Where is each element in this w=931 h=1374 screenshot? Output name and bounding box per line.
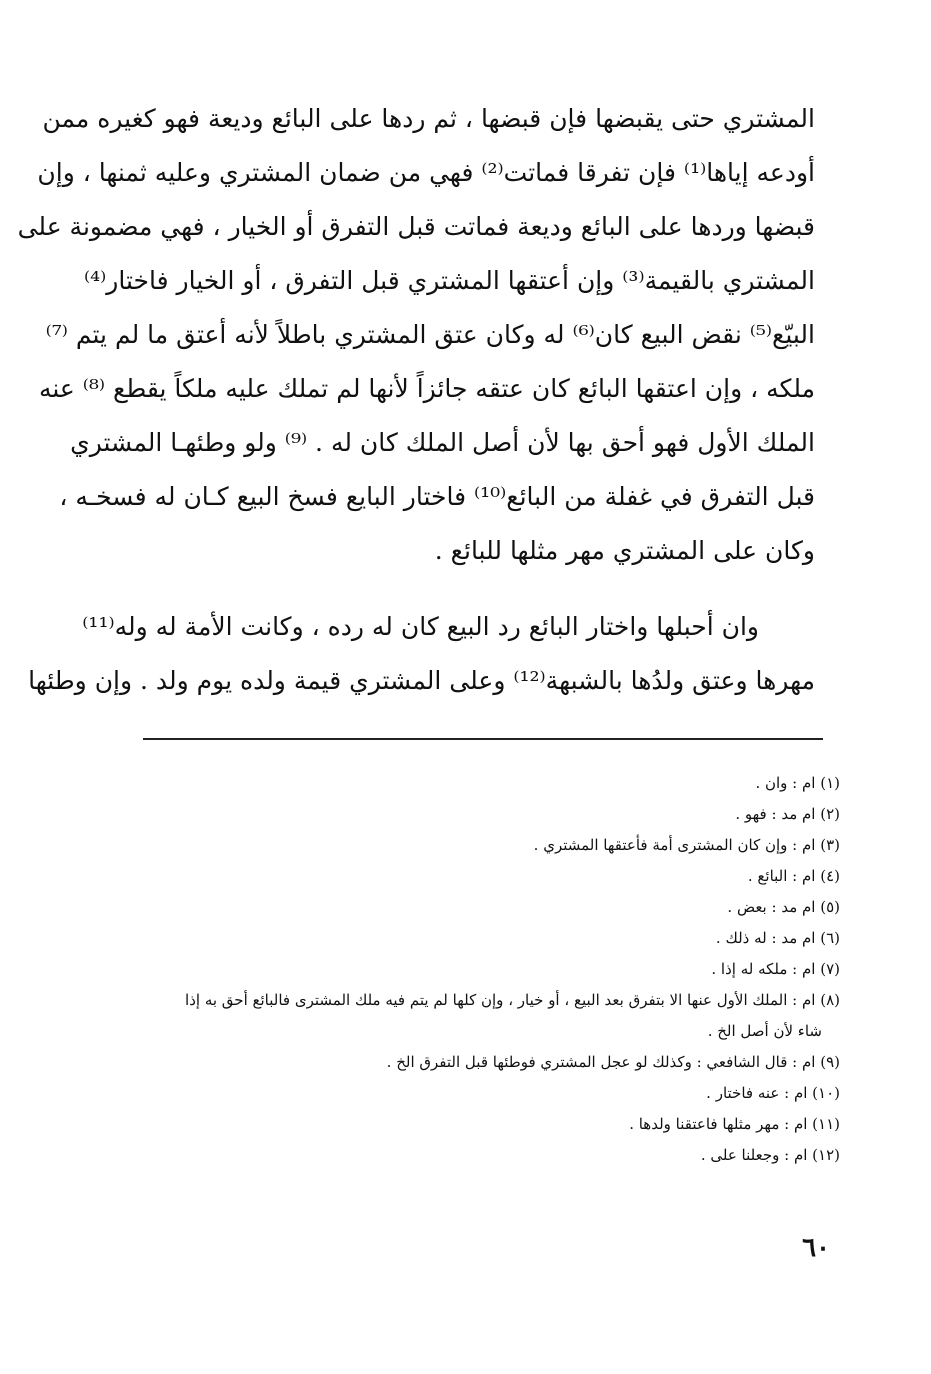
footnote: (١٢) ام : وجعلنا على .: [700, 1146, 840, 1164]
text-line: قبل التفرق في غفلة من البائع⁽¹⁰⁾ فاختار البايع فسخ البيع كـان له فسخـه ،: [59, 482, 815, 511]
footnote: (٧) ام : ملكه له إذا .: [711, 960, 840, 978]
text-line: المشتري بالقيمة⁽³⁾ وإن أعتقها المشتري قبل التفرق ، أو الخيار فاختار⁽⁴⁾: [83, 266, 815, 295]
main-text: [17, 92, 815, 708]
footnote: (١١) ام : مهر مثلها فاعتقنا ولدها .: [629, 1115, 840, 1133]
footnote-continuation: شاء لأن أصل الخ .: [707, 1022, 822, 1040]
footnote-separator: [143, 738, 823, 740]
footnote: (٥) ام مد : بعض .: [727, 898, 840, 916]
text-line: الملك الأول فهو أحق بها لأن أصل الملك كان له . ⁽⁹⁾ ولو وطئهـا المشتري: [70, 428, 815, 457]
text-line: قبضها وردها على البائع وديعة فماتت قبل التفرق أو الخيار ، فهي مضمونة على: [17, 212, 815, 241]
paragraph-gap: [135, 578, 815, 600]
text-line: ملكه ، وإن اعتقها البائع كان عتقه جائزاً لأنها لم تملك عليه ملكاً يقطع ⁽⁸⁾ عنه: [38, 374, 815, 403]
footnote: (٦) ام مد : له ذلك .: [715, 929, 840, 947]
text-line: وان أحبلها واختار البائع رد البيع كان له رده ، وكانت الأمة له وله⁽¹¹⁾: [82, 612, 759, 641]
text-line: البيّع⁽⁵⁾ نقض البيع كان⁽⁶⁾ له وكان عتق المشتري باطلاً لأنه أعتق ما لم يتم ⁽⁷⁾: [45, 320, 815, 349]
text-line: أودعه إياها⁽¹⁾ فإن تفرقا فماتت⁽²⁾ فهي من ضمان المشتري وعليه ثمنها ، وإن: [37, 158, 815, 187]
text-line: مهرها وعتق ولدُها بالشبهة⁽¹²⁾ وعلى المشتري قيمة ولده يوم ولد . وإن وطئها: [28, 666, 815, 695]
footnotes: [160, 768, 840, 1171]
footnote: (١٠) ام : عنه فاختار .: [706, 1084, 840, 1102]
text-line: وكان على المشتري مهر مثلها للبائع .: [434, 536, 815, 565]
page-number: ٦٠: [802, 1233, 830, 1263]
footnote: (٣) ام : وإن كان المشترى أمة فأعتقها المشتري .: [533, 836, 840, 854]
footnote: (٢) ام مد : فهو .: [735, 805, 840, 823]
footnote: (٤) ام : البائع .: [747, 867, 840, 885]
footnote: (٩) ام : قال الشافعي : وكذلك لو عجل المشتري فوطئها قبل التفرق الخ .: [386, 1053, 840, 1071]
text-line: المشتري حتى يقبضها فإن قبضها ، ثم ردها على البائع وديعة فهو كغيره ممن: [42, 104, 815, 133]
footnote: (٨) ام : الملك الأول عنها الا بتفرق بعد البيع ، أو خيار ، وإن كلها لم يتم فيه ملك المشترى فالبائع أحق به إذا: [185, 991, 840, 1009]
footnote: (١) ام : وان .: [755, 774, 840, 792]
